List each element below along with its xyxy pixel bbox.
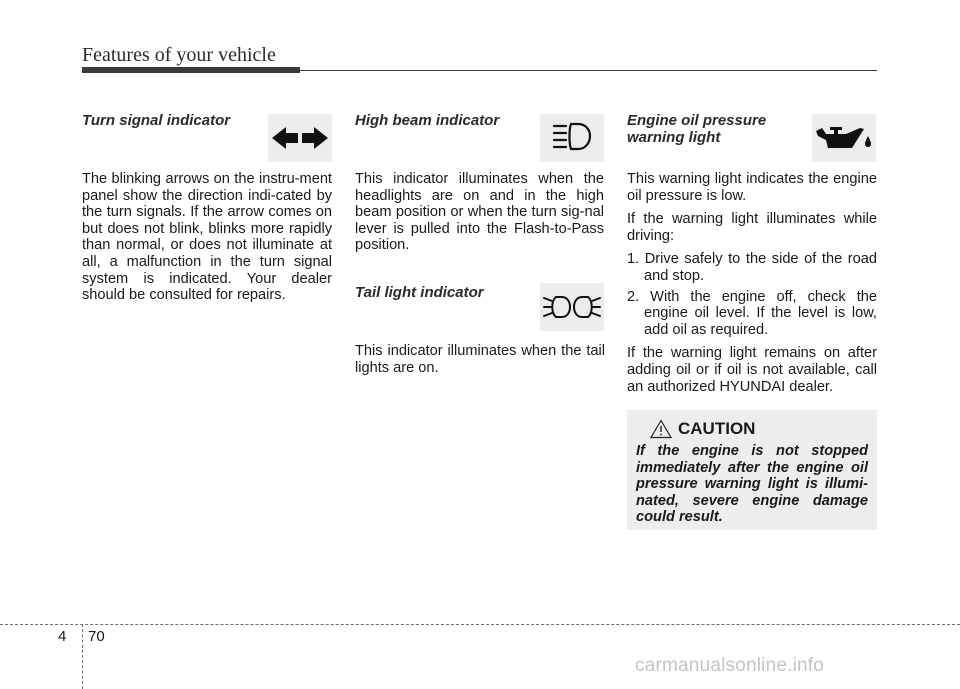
caution-label: CAUTION xyxy=(678,419,756,438)
caution-header xyxy=(636,418,868,440)
caution-box xyxy=(627,410,877,530)
turn-signal-body: The blinking arrows on the instru-ment panel show the direction indi-cated by the turn signals. If the arrow comes on but does not blink, blinks more rapidly than normal, or does not illuminate at all, a malfunction in the turn signal system is indicated. Your dealer should be consulted for repairs. xyxy=(82,171,332,304)
chapter-number: 4 xyxy=(58,628,67,645)
list-item: 2. With the engine off, check the engine oil level. If the level is low, add oil as required. xyxy=(627,288,877,338)
header-rule-thin xyxy=(300,70,877,71)
footer-vertical-rule xyxy=(82,624,83,689)
section-turn-signal xyxy=(82,108,332,311)
footer-rule xyxy=(0,624,960,625)
engine-oil-title-line2: warning light xyxy=(627,129,721,146)
page-number: 70 xyxy=(88,628,105,645)
watermark: carmanualsonline.info xyxy=(635,655,825,676)
turn-signal-title: Turn signal indicator xyxy=(82,112,231,129)
warning-triangle-icon xyxy=(650,419,672,439)
caution-text: If the engine is not stopped immediately after the engine oil pressure warning light is illumi-nated, severe engine damage could result. xyxy=(636,443,868,525)
engine-oil-para1: This warning light indicates the engine oil pressure is low. xyxy=(627,171,877,204)
engine-oil-para3: If the warning light remains on after adding oil or if oil is not available, call an authorized HYUNDAI dealer. xyxy=(627,345,877,395)
engine-oil-para2: If the warning light illuminates while driving: xyxy=(627,211,877,244)
header-rule-thick xyxy=(82,67,300,73)
tail-light-body: This indicator illuminates when the tail lights are on. xyxy=(355,342,605,376)
engine-oil-steps xyxy=(627,251,877,338)
page-section-title: Features of your vehicle xyxy=(82,44,276,66)
section-high-beam xyxy=(355,108,605,383)
section-engine-oil xyxy=(627,108,877,402)
high-beam-body: This indicator illuminates when the headlights are on and in the high beam position or when the turn sig-nal lever is pulled into the Flash-to-Pass position. xyxy=(355,171,604,254)
engine-oil-title-line1: Engine oil pressure xyxy=(627,112,767,129)
list-item: 1. Drive safely to the side of the road and stop. xyxy=(627,251,877,284)
tail-light-title: Tail light indicator xyxy=(355,283,484,301)
high-beam-title: High beam indicator xyxy=(355,112,500,129)
